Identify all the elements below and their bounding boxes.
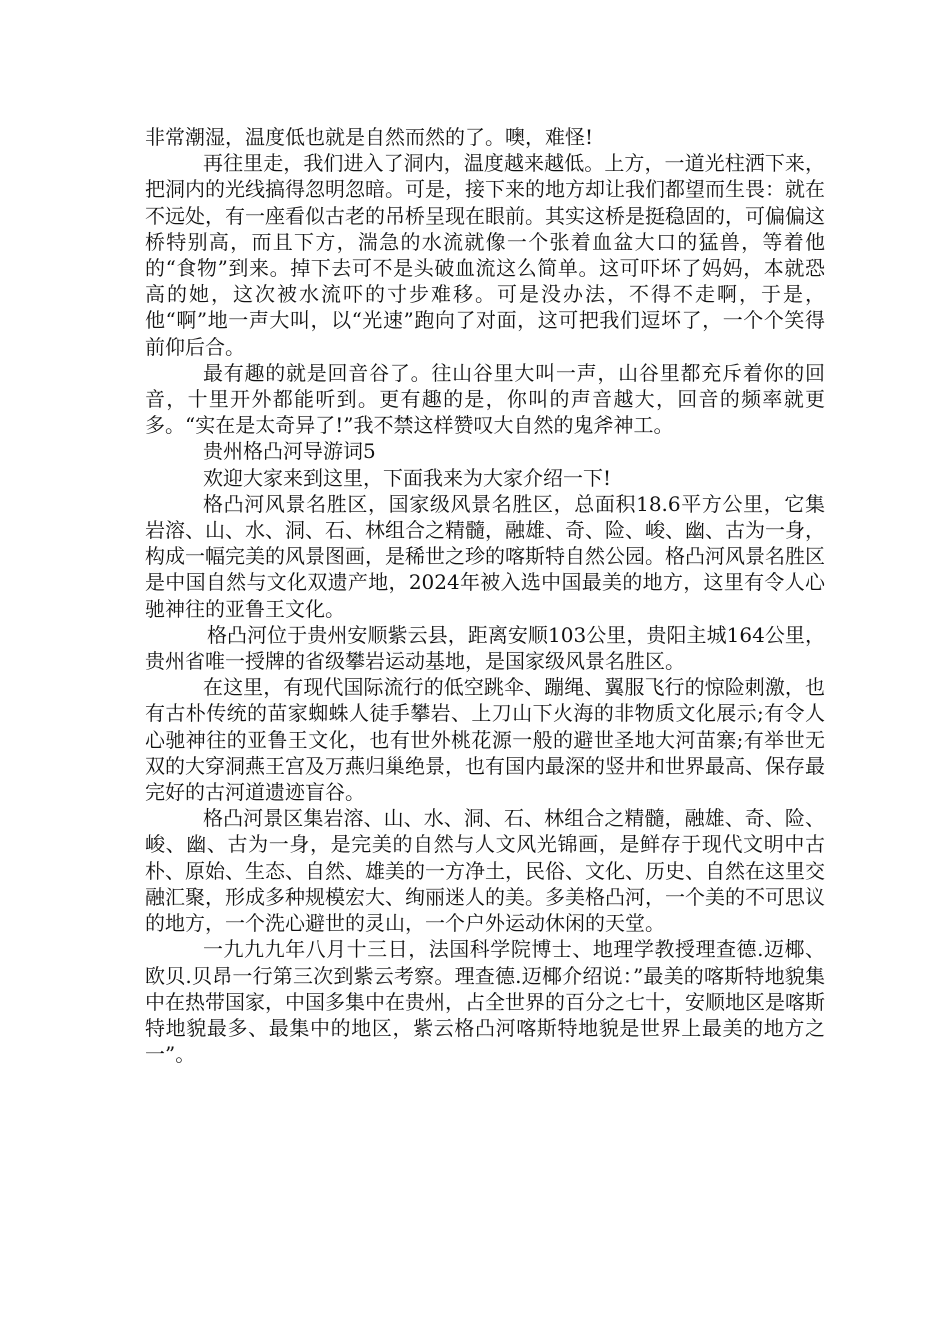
paragraph-welcome: 欢迎大家来到这里，下面我来为大家介绍一下!	[203, 465, 612, 490]
paragraph-activities: 在这里，有现代国际流行的低空跳伞、蹦绳、翼服飞行的惊险刺激，也有古朴传统的苗家蜘蛛人徒手攀岩、上刀山下火海的非物质文化展示;有令人心驰神往的亚鲁王文化，也有世外桃花源一般的避世圣地大河苗寨;有举世无双的大穿洞燕王宫及万燕归巢绝景，也有国内最深的竖井和世界最高、保存最完好的古河道遗迹盲谷。	[145, 675, 825, 805]
paragraph-echo-valley: 最有趣的就是回音谷了。往山谷里大叫一声，山谷里都充斥着你的回音，十里开外都能听到。更有趣的是，你叫的声音越大，回音的频率就更多。“实在是太奇异了!”我不禁这样赞叹大自然的鬼斧神工。	[145, 360, 825, 438]
paragraph-history: 一九九九年八月十三日，法国科学院博士、地理学教授理查德.迈椰、欧贝.贝昂一行第三次到紫云考察。理查德.迈椰介绍说：”最美的喀斯特地貌集中在热带国家，中国多集中在贵州，占全世界的百分之七十，安顺地区是喀斯特地貌最多、最集中的地区，紫云格凸河喀斯特地貌是世界上最美的地方之一”。	[145, 937, 825, 1067]
paragraph-scenic-area: 格凸河风景名胜区，国家级风景名胜区，总面积18.6平方公里，它集岩溶、山、水、洞、石、林组合之精髓，融雄、奇、险、峻、幽、古为一身，构成一幅完美的风景图画，是稀世之珍的喀斯特自然公园。格凸河风景名胜区是中国自然与文化双遗产地，2024年被入选中国最美的地方，这里有令人心驰神往的亚鲁王文化。	[145, 491, 825, 621]
paragraph-landscape: 格凸河景区集岩溶、山、水、洞、石、林组合之精髓，融雄、奇、险、峻、幽、古为一身，是完美的自然与人文风光锦画，是鲜存于现代文明中古朴、原始、生态、自然、雄美的一方净土，民俗、文化、历史、自然在这里交融汇聚，形成多种规模宏大、绚丽迷人的美。多美格凸河，一个美的不可思议的地方，一个洗心避世的灵山，一个户外运动休闲的天堂。	[145, 806, 825, 936]
paragraph-continuation: 非常潮湿，温度低也就是自然而然的了。噢，难怪!	[145, 125, 594, 149]
document-page	[145, 124, 825, 1067]
paragraph-cave-bridge: 再往里走，我们进入了洞内，温度越来越低。上方，一道光柱洒下来，把洞内的光线搞得忽明忽暗。可是，接下来的地方却让我们都望而生畏：就在不远处，有一座看似古老的吊桥呈现在眼前。其实这桥是挺稳固的，可偏偏这桥特别高，而且下方，湍急的水流就像一个张着血盆大口的猛兽，等着他的“食物”到来。掉下去可不是头破血流这么简单。这可吓坏了妈妈，本就恐高的她，这次被水流吓的寸步难移。可是没办法，不得不走啊，于是，他“啊”地一声大叫，以“光速”跑向了对面，这可把我们逗坏了，一个个笑得前仰后合。	[145, 151, 825, 359]
paragraph-location: 格凸河位于贵州安顺紫云县，距离安顺103公里，贵阳主城164公里，贵州省唯一授牌的省级攀岩运动基地，是国家级风景名胜区。	[145, 622, 825, 674]
section-heading: 贵州格凸河导游词5	[203, 439, 376, 464]
